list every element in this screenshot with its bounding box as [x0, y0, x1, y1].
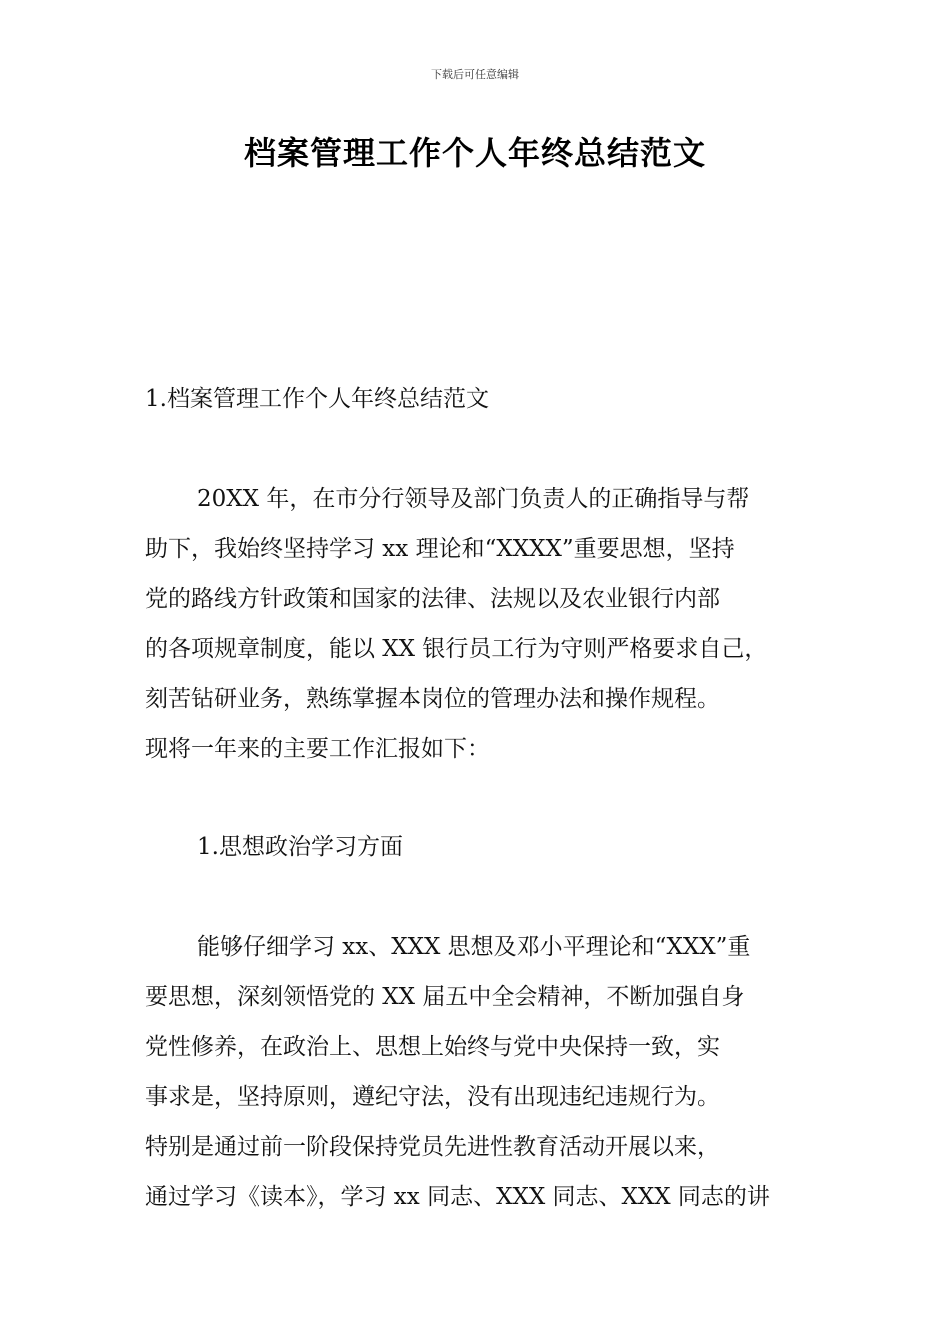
subheading: 1.思想政治学习方面: [197, 834, 403, 860]
paragraph-2-line-2: 要思想，深刻领悟党的 XX 届五中全会精神，不断加强自身: [145, 984, 745, 1010]
header-note: 下载后可任意编辑: [431, 68, 519, 81]
paragraph-1-line-3: 党的路线方针政策和国家的法律、法规以及农业银行内部: [145, 586, 720, 612]
paragraph-2-line-6: 通过学习《读本》，学习 xx 同志、XXX 同志、XXX 同志的讲: [145, 1184, 770, 1210]
document-title: 档案管理工作个人年终总结范文: [243, 134, 706, 172]
paragraph-1-line-2: 助下，我始终坚持学习 xx 理论和“XXXX”重要思想，坚持: [145, 536, 735, 562]
paragraph-1-line-1: 20XX 年，在市分行领导及部门负责人的正确指导与帮: [197, 486, 750, 512]
paragraph-1-line-6: 现将一年来的主要工作汇报如下：: [145, 736, 490, 762]
paragraph-2-line-3: 党性修养，在政治上、思想上始终与党中央保持一致，实: [145, 1034, 720, 1060]
paragraph-1-line-5: 刻苦钻研业务，熟练掌握本岗位的管理办法和操作规程。: [145, 686, 720, 712]
paragraph-2-line-5: 特别是通过前一阶段保持党员先进性教育活动开展以来，: [145, 1134, 720, 1160]
paragraph-2-line-1: 能够仔细学习 xx、XXX 思想及邓小平理论和“XXX”重: [197, 934, 751, 960]
paragraph-2-line-4: 事求是，坚持原则，遵纪守法，没有出现违纪违规行为。: [145, 1084, 720, 1110]
paragraph-1-line-4: 的各项规章制度，能以 XX 银行员工行为守则严格要求自己，: [145, 636, 768, 662]
section-heading: 1.档案管理工作个人年终总结范文: [145, 386, 489, 412]
